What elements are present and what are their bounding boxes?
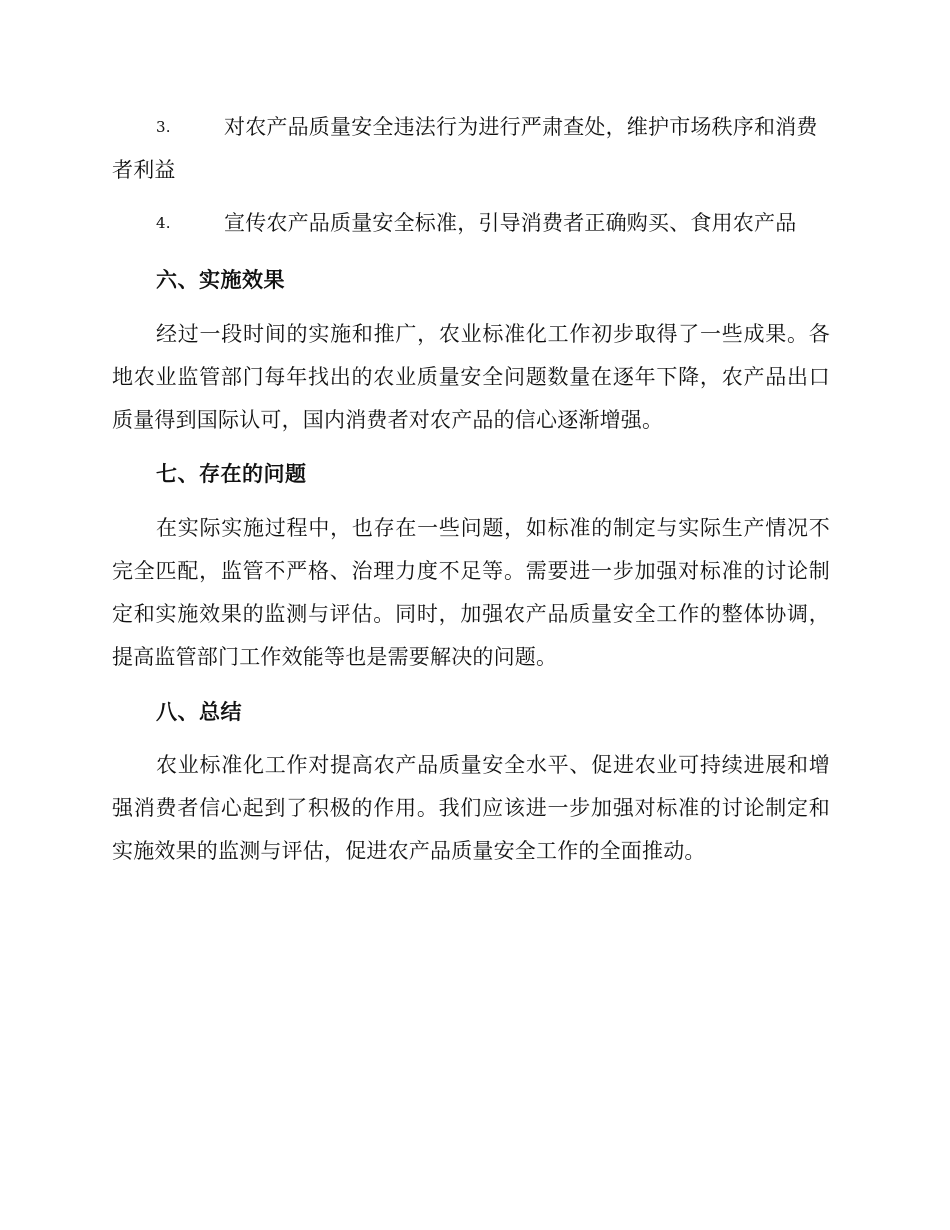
section-paragraph-8: 农业标准化工作对提高农产品质量安全水平、促进农业可持续进展和增强消费者信心起到了积极的作用。我们应该进一步加强对标准的讨论制定和实施效果的监测与评估，促进农产品质量安全工作的全面推动。 bbox=[112, 753, 830, 863]
list-number: 4. bbox=[156, 214, 171, 232]
section-heading-8: 八、总结 bbox=[156, 699, 242, 724]
section-heading-7: 七、存在的问题 bbox=[156, 461, 307, 486]
section-paragraph-6: 经过一段时间的实施和推广，农业标准化工作初步取得了一些成果。各地农业监管部门每年找出的农业质量安全问题数量在逐年下降，农产品出口质量得到国际认可，国内消费者对农产品的信心逐渐增强。 bbox=[112, 322, 830, 432]
list-number: 3. bbox=[156, 118, 171, 136]
list-item-3 bbox=[112, 106, 830, 192]
list-text: 对农产品质量安全违法行为进行严肃查处，维护市场秩序和消费者利益 bbox=[112, 115, 818, 182]
section-heading-6: 六、实施效果 bbox=[156, 267, 285, 292]
section-paragraph-7: 在实际实施过程中，也存在一些问题，如标准的制定与实际生产情况不完全匹配，监管不严格、治理力度不足等。需要进一步加强对标准的讨论制定和实施效果的监测与评估。同时，加强农产品质量安全工作的整体协调，提高监管部门工作效能等也是需要解决的问题。 bbox=[112, 516, 830, 669]
list-text: 宣传农产品质量安全标准，引导消费者正确购买、食用农产品 bbox=[224, 211, 797, 235]
list-item-4 bbox=[112, 202, 830, 245]
